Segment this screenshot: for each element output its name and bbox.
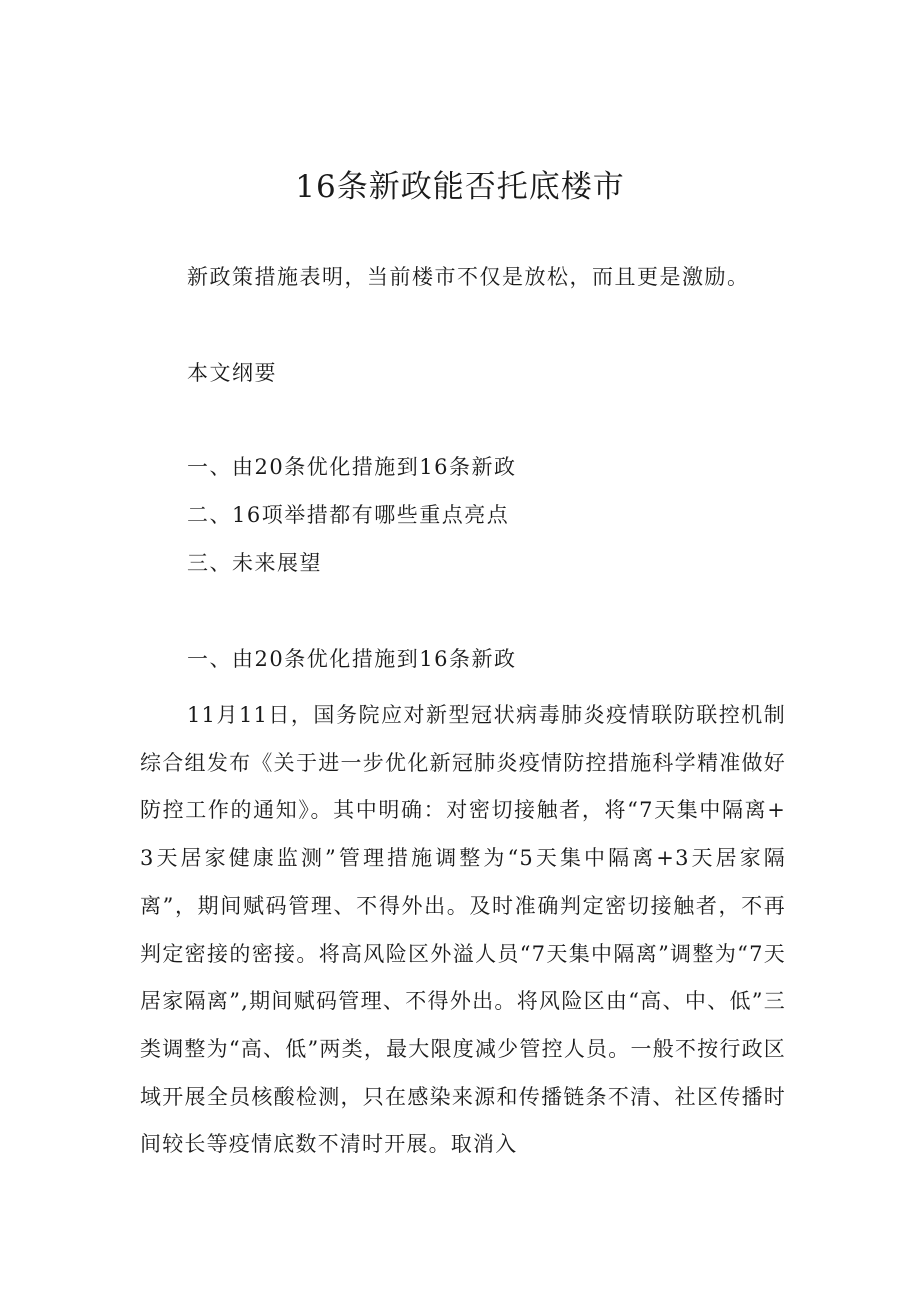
- document-title: 16条新政能否托底楼市: [295, 169, 625, 205]
- outline-item: 三、未来展望: [187, 551, 322, 575]
- outline-heading: 本文纲要: [187, 361, 277, 385]
- section-heading: 一、由20条优化措施到16条新政: [187, 647, 517, 671]
- outline-item: 二、16项举措都有哪些重点亮点: [187, 503, 510, 527]
- outline-item: 一、由20条优化措施到16条新政: [187, 455, 517, 479]
- body-paragraph: 11月11日，国务院应对新型冠状病毒肺炎疫情联防联控机制综合组发布《关于进一步优化新冠肺炎疫情防控措施科学精准做好防控工作的通知》。其中明确：对密切接触者，将“7天集中隔离+3天居家健康监测”管理措施调整为“5天集中隔离+3天居家隔离”，期间赋码管理、不得外出。及时准确判定密切接触者，不再判定密接的密接。将高风险区外溢人员“7天集中隔离”调整为“7天居家隔离”,期间赋码管理、不得外出。将风险区由“高、中、低”三类调整为“高、低”两类，最大限度减少管控人员。一般不按行政区域开展全员核酸检测，只在感染来源和传播链条不清、社区传播时间较长等疫情底数不清时开展。取消入: [140, 703, 786, 1157]
- document-subtitle: 新政策措施表明，当前楼市不仅是放松，而且更是激励。: [187, 265, 750, 289]
